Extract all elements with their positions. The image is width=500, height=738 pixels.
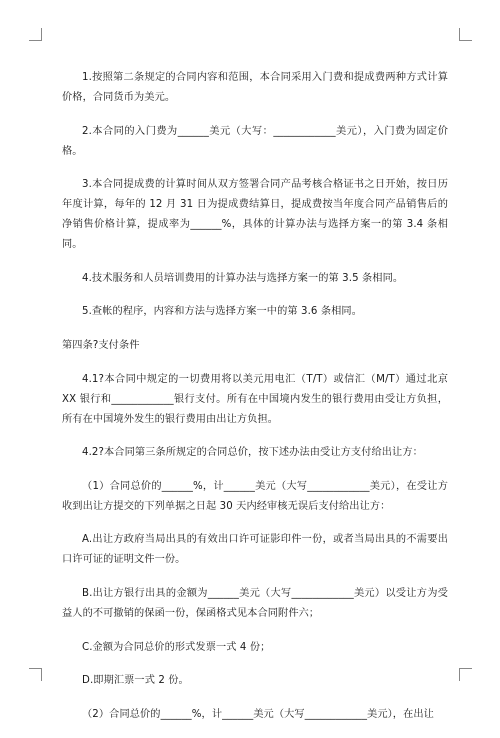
- crop-mark-top-left: [29, 28, 42, 41]
- section-heading: 第四条?支付条件: [62, 339, 140, 351]
- paragraph-item-b: B.出让方银行出具的金额为______美元（大写____________美元）以受让方为受益人的不可撤销的保函一份，保函格式见本合同附件六；: [62, 587, 448, 619]
- paragraph-4-1: 4.1?本合同中规定的一切费用将以美元用电汇（T/T）或信汇（M/T）通过北京XX 银行和____________银行支付。所有在中国境内发生的银行费用由受让方负担，所有在中国境外发生的银行费用由出让方负担。: [62, 373, 448, 425]
- crop-mark-bottom-left: [29, 668, 42, 681]
- paragraph-4-2: 4.2?本合同第三条所规定的合同总价，按下述办法由受让方支付给出让方：: [82, 447, 423, 459]
- crop-mark-top-right: [459, 28, 472, 41]
- paragraph-2: 2.本合同的入门费为______美元（大写：____________美元），入门费为固定价格。: [62, 125, 448, 157]
- paragraph-item-a: A.出让方政府当局出具的有效出口许可证影印件一份，或者当局出具的不需要出口许可证的证明文件一份。: [62, 534, 448, 566]
- paragraph-4-2-2: （2）合同总价的______%，计______美元（大写____________美元），在出让: [82, 708, 434, 720]
- paragraph-5: 5.查帐的程序，内容和方法与选择方案一中的第 3.6 条相同。: [82, 306, 362, 318]
- paragraph-4-2-1: （1）合同总价的______%，计______美元（大写____________美元），在受让方收到出让方提交的下列单据之日起 30 天内经审核无误后支付给出让方：: [62, 480, 448, 512]
- paragraph-1: 1.按照第二条规定的合同内容和范围，本合同采用入门费和提成费两种方式计算价格，合同货币为美元。: [62, 72, 448, 103]
- document-page: [62, 68, 448, 738]
- paragraph-4: 4.技术服务和人员培训费用的计算办法与选择方案一的第 3.5 条相同。: [82, 272, 404, 284]
- paragraph-item-c: C.金额为合同总价的形式发票一式 4 份；: [82, 641, 271, 653]
- paragraph-3: 3.本合同提成费的计算时间从双方签署合同产品考核合格证书之日开始，按日历年度计算，每年的 12 月 31 日为提成费结算日，提成费按当年度合同产品销售后的净销售价格计算，提成率为______%，具体的计算办法与选择方案一的第 3.4 条相同。: [62, 179, 448, 251]
- paragraph-item-d: D.即期汇票一式 2 份。: [82, 675, 189, 687]
- crop-mark-bottom-right: [459, 668, 472, 681]
